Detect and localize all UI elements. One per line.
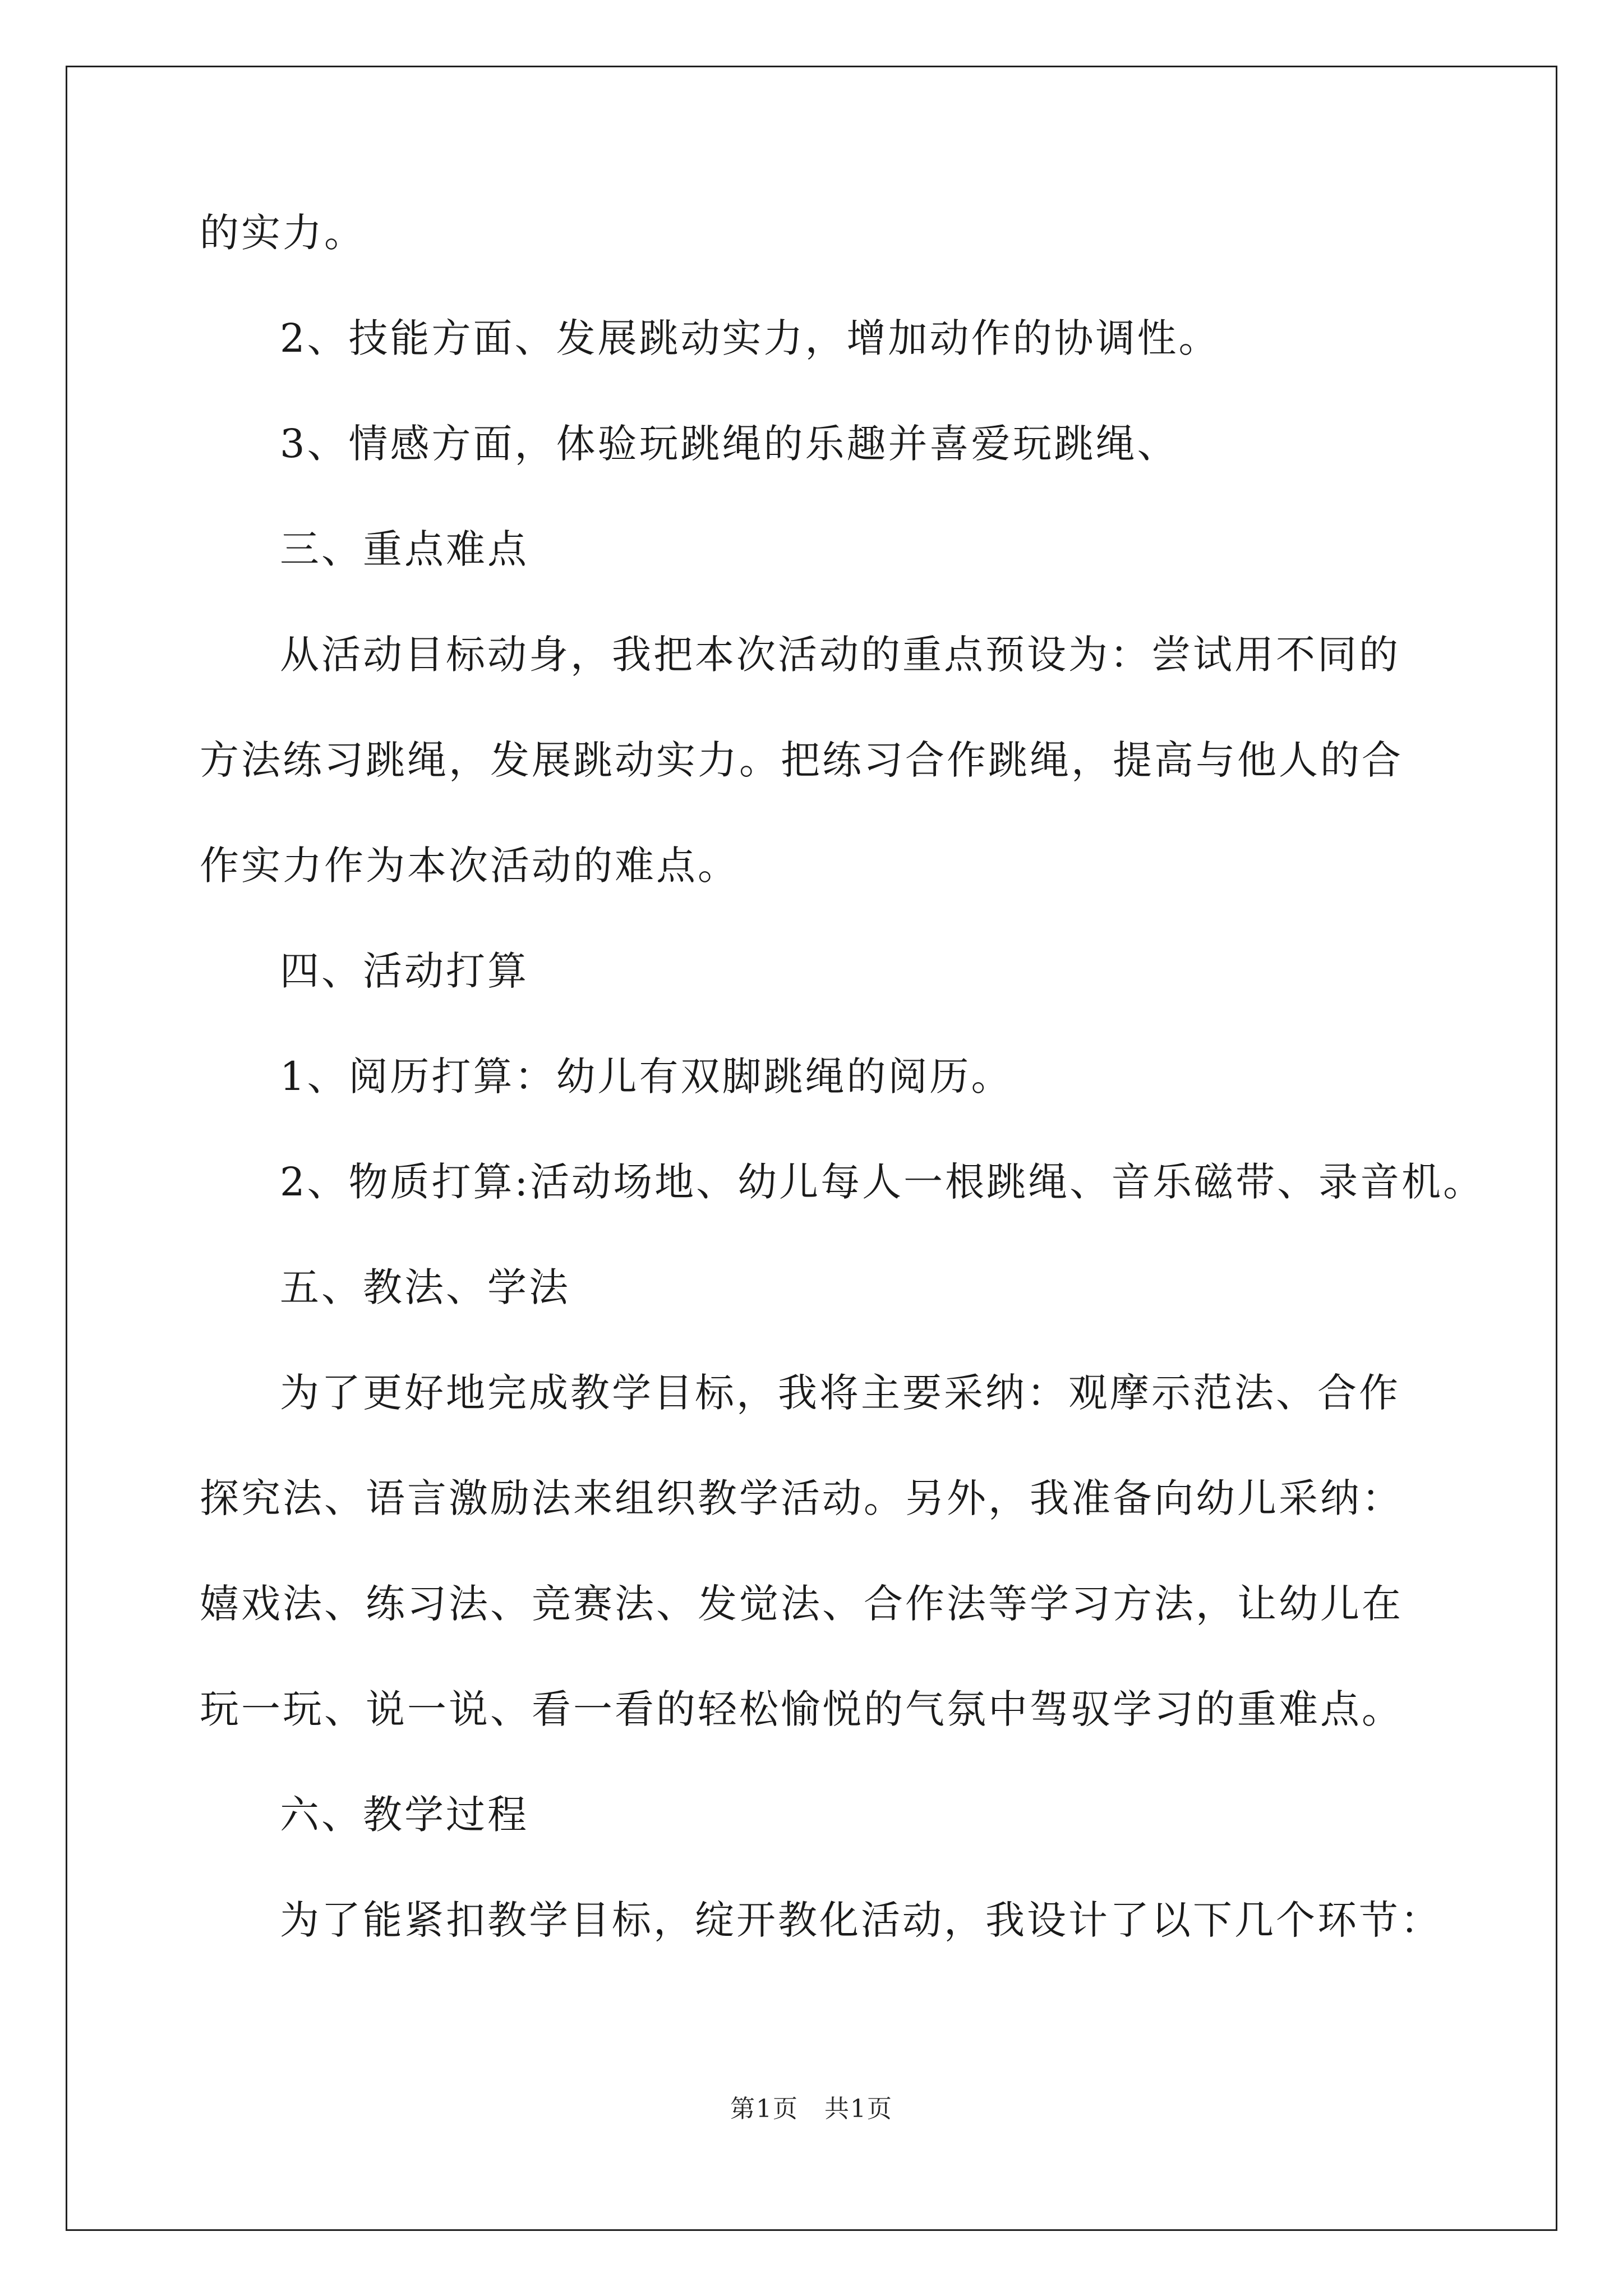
- heading-activity-preparation: 四、活动打算: [280, 948, 529, 994]
- paragraph-material-preparation: 2、物质打算:活动场地、幼儿每人一根跳绳、音乐磁带、录音机。: [280, 1159, 1485, 1205]
- paragraph-teaching-process: 为了能紧扣教学目标，绽开教化活动，我设计了以下几个环节：: [280, 1897, 1442, 1943]
- page-number-footer: 第1页 共1页: [730, 2095, 893, 2123]
- paragraph-teaching-methods: 为了更好地完成教学目标，我将主要采纳：观摩示范法、合作探究法、语言激励法来组织教学活动。另外，我准备向幼儿采纳：嬉戏法、练习法、竞赛法、发觉法、合作法等学习方法，让幼儿在玩一玩、说一说、看一看的轻松愉悦的气氛中驾驭学习的重难点。: [200, 1370, 1403, 1732]
- paragraph-experience-preparation: 1、阅历打算：幼儿有双脚跳绳的阅历。: [280, 1053, 1013, 1099]
- paragraph-continuation: 的实力。: [200, 210, 366, 256]
- heading-teaching-methods: 五、教法、学法: [280, 1264, 570, 1310]
- document-body: [200, 210, 1485, 2006]
- paragraph-skill-goal: 2、技能方面、发展跳动实力，增加动作的协调性。: [280, 315, 1220, 361]
- paragraph-emotion-goal: 3、情感方面，体验玩跳绳的乐趣并喜爱玩跳绳、: [280, 421, 1179, 467]
- heading-key-difficulties: 三、重点难点: [280, 526, 529, 572]
- paragraph-key-difficulties: 从活动目标动身，我把本次活动的重点预设为：尝试用不同的方法练习跳绳，发展跳动实力。把练习合作跳绳，提高与他人的合作实力作为本次活动的难点。: [200, 632, 1403, 889]
- heading-teaching-process: 六、教学过程: [280, 1792, 529, 1838]
